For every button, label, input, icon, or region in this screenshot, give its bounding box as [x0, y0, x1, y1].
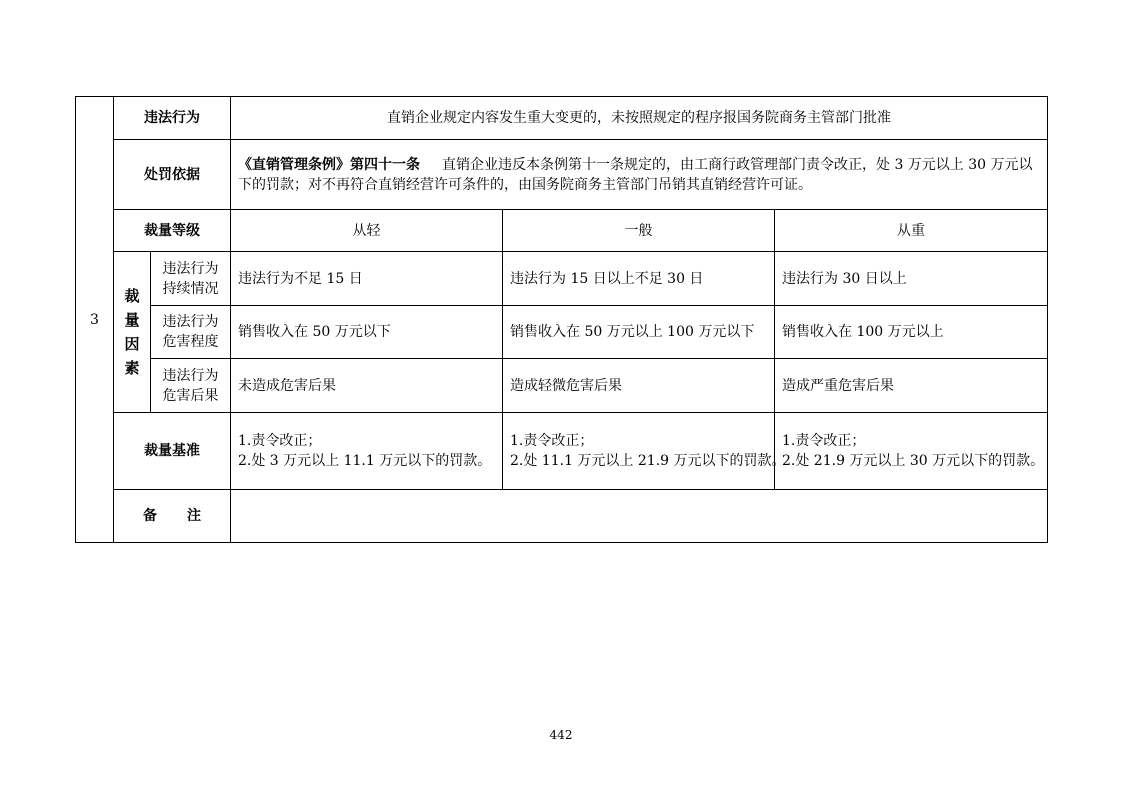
standard-normal: 1.责令改正； 2.处 11.1 万元以上 21.9 万元以下的罚款。: [503, 413, 775, 490]
penalty-basis-label: 处罚依据: [114, 140, 231, 210]
factor-duration-heavy: 违法行为 30 日以上: [775, 252, 1048, 306]
factor-consequence-heavy: 造成严重危害后果: [775, 359, 1048, 413]
factor-row-duration: [76, 252, 1048, 306]
row-violation: [76, 97, 1048, 140]
remarks-label: 备 注: [114, 490, 231, 543]
level-normal: 一般: [503, 210, 775, 252]
factors-group-label: 裁 量 因 素: [114, 252, 151, 413]
standard-light: 1.责令改正； 2.处 3 万元以上 11.1 万元以下的罚款。: [231, 413, 503, 490]
factor-row-consequence: [76, 359, 1048, 413]
factor-duration-light: 违法行为不足 15 日: [231, 252, 503, 306]
penalty-basis-text: 直销企业违反本条例第十一条规定的，由工商行政管理部门责令改正，处 3 万元以上 30 万元以下的罚款；对不再符合直销经营许可条件的，由国务院商务主管部门吊销其直销经营许可证。: [238, 156, 1033, 193]
penalty-basis-source: 《直销管理条例》第四十一条: [238, 156, 420, 173]
factor-consequence-light: 未造成危害后果: [231, 359, 503, 413]
factor-name-consequence: 违法行为 危害后果: [151, 359, 231, 413]
row-standard: [76, 413, 1048, 490]
penalty-basis-value: [231, 140, 1048, 210]
violation-value: 直销企业规定内容发生重大变更的，未按照规定的程序报国务院商务主管部门批准: [231, 97, 1048, 140]
level-light: 从轻: [231, 210, 503, 252]
standard-heavy: 1.责令改正； 2.处 21.9 万元以上 30 万元以下的罚款。: [775, 413, 1048, 490]
violation-label: 违法行为: [114, 97, 231, 140]
factor-row-severity: [76, 306, 1048, 359]
factor-duration-normal: 违法行为 15 日以上不足 30 日: [503, 252, 775, 306]
discretion-table: [75, 96, 1048, 543]
factor-severity-normal: 销售收入在 50 万元以上 100 万元以下: [503, 306, 775, 359]
standard-label: 裁量基准: [114, 413, 231, 490]
factor-name-duration: 违法行为 持续情况: [151, 252, 231, 306]
item-number: 3: [76, 97, 114, 543]
row-remarks: [76, 490, 1048, 543]
factor-severity-light: 销售收入在 50 万元以下: [231, 306, 503, 359]
levels-label: 裁量等级: [114, 210, 231, 252]
remarks-value: [231, 490, 1048, 543]
row-penalty-basis: [76, 140, 1048, 210]
factor-name-severity: 违法行为 危害程度: [151, 306, 231, 359]
row-levels: [76, 210, 1048, 252]
factor-consequence-normal: 造成轻微危害后果: [503, 359, 775, 413]
page-number: 442: [549, 728, 573, 742]
level-heavy: 从重: [775, 210, 1048, 252]
factor-severity-heavy: 销售收入在 100 万元以上: [775, 306, 1048, 359]
